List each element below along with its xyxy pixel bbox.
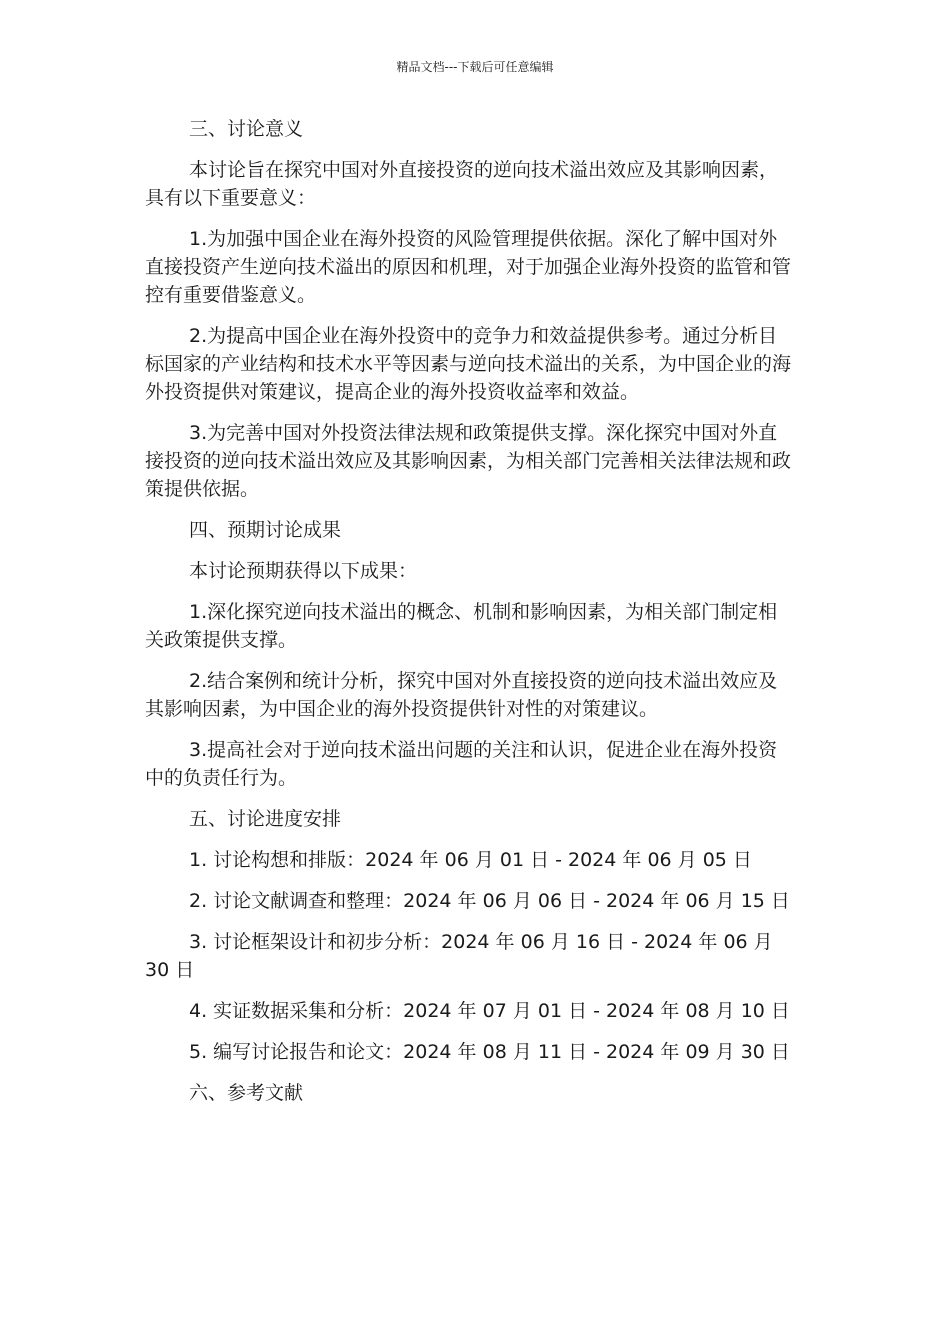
page-header: 精品文档---下载后可任意编辑 (396, 60, 554, 74)
list-item-significance-2: 2.为提高中国企业在海外投资中的竞争力和效益提供参考。通过分析目标国家的产业结构和技术水平等因素与逆向技术溢出的关系，为中国企业的海外投资提供对策建议，提高企业的海外投资收益率和效益。 (145, 325, 792, 403)
document-body (145, 115, 795, 1120)
schedule-item-2: 2. 讨论文献调查和整理：2024 年 06 月 06 日 - 2024 年 06 月 15 日 (189, 890, 790, 912)
paragraph-results-intro: 本讨论预期获得以下成果： (189, 560, 418, 582)
schedule-item-3: 3. 讨论框架设计和初步分析：2024 年 06 月 16 日 - 2024 年 06 月 30 日 (145, 931, 773, 981)
list-item-results-3: 3.提高社会对于逆向技术溢出问题的关注和认识，促进企业在海外投资中的负责任行为。 (145, 739, 778, 789)
schedule-item-4: 4. 实证数据采集和分析：2024 年 07 月 01 日 - 2024 年 08 月 10 日 (189, 1000, 790, 1022)
schedule-item-5: 5. 编写讨论报告和论文：2024 年 08 月 11 日 - 2024 年 09 月 30 日 (189, 1041, 790, 1063)
schedule-item-1: 1. 讨论构想和排版：2024 年 06 月 01 日 - 2024 年 06 月 05 日 (189, 849, 752, 871)
section-heading-schedule: 五、讨论进度安排 (189, 808, 342, 830)
paragraph-significance-intro: 本讨论旨在探究中国对外直接投资的逆向技术溢出效应及其影响因素，具有以下重要意义： (145, 159, 779, 209)
section-heading-significance: 三、讨论意义 (189, 118, 304, 140)
list-item-results-2: 2.结合案例和统计分析，探究中国对外直接投资的逆向技术溢出效应及其影响因素，为中国企业的海外投资提供针对性的对策建议。 (145, 670, 778, 720)
section-heading-expected-results: 四、预期讨论成果 (189, 519, 342, 541)
section-heading-references: 六、参考文献 (189, 1082, 304, 1104)
list-item-significance-3: 3.为完善中国对外投资法律法规和政策提供支撑。深化探究中国对外直接投资的逆向技术溢出效应及其影响因素，为相关部门完善相关法律法规和政策提供依据。 (145, 422, 792, 500)
list-item-significance-1: 1.为加强中国企业在海外投资的风险管理提供依据。深化了解中国对外直接投资产生逆向技术溢出的原因和机理，对于加强企业海外投资的监管和管控有重要借鉴意义。 (145, 228, 792, 306)
list-item-results-1: 1.深化探究逆向技术溢出的概念、机制和影响因素，为相关部门制定相关政策提供支撑。 (145, 601, 778, 651)
